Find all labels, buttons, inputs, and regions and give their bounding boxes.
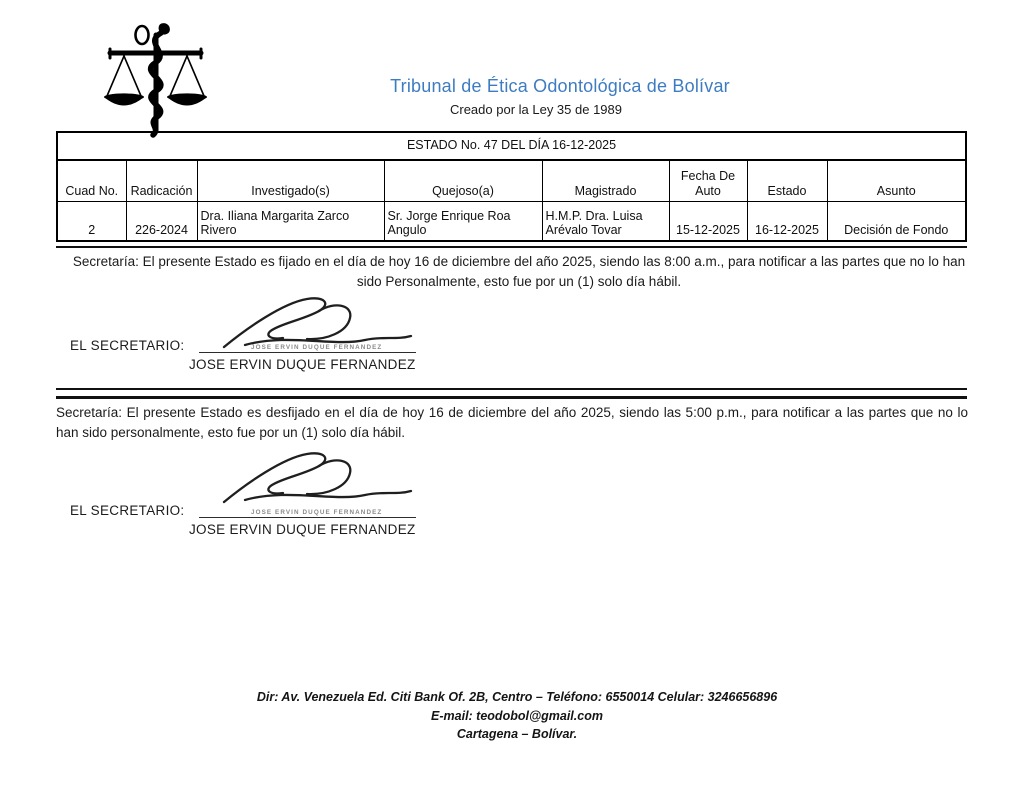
cell-cuad-no: 2 — [57, 202, 126, 242]
col-header-estado: Estado — [747, 160, 827, 202]
cell-magistrado: H.M.P. Dra. Luisa Arévalo Tovar — [542, 202, 669, 242]
secretary-label: EL SECRETARIO: — [70, 503, 185, 518]
signature-scribble — [216, 450, 418, 507]
cell-asunto: Decisión de Fondo — [827, 202, 966, 242]
footer-email-line: E-mail: teodobol@gmail.com — [431, 708, 603, 723]
fijado-notice: Secretaría: El presente Estado es fijado en el día de hoy 16 de diciembre del año 2025, siendo las 8:00 a.m., para notificar a las partes que no lo han sido Personalmente, esto fue por un (1) solo día hábil. — [72, 254, 966, 289]
divider-double-bottom — [56, 396, 967, 399]
page-subtitle: Creado por la Ley 35 de 1989 — [449, 102, 622, 117]
estado-table — [56, 131, 967, 242]
signature-small-print: JOSE ERVIN DUQUE FERNANDEZ — [251, 509, 383, 516]
footer-city-line: Cartagena – Bolívar. — [456, 727, 578, 742]
desfijado-notice: Secretaría: El presente Estado es desfijado en el día de hoy 16 de diciembre del año 2025, siendo las 5:00 p.m., para notificar a las partes que no lo han sido personalmente, esto fue por un (1) solo día hábil. — [56, 405, 968, 440]
col-header-asunto: Asunto — [827, 160, 966, 202]
divider-double-top — [56, 388, 967, 390]
secretary-label: EL SECRETARIO: — [70, 338, 185, 353]
signature-small-print: JOSE ERVIN DUQUE FERNANDEZ — [251, 344, 383, 351]
footer — [0, 688, 1024, 744]
table-row — [57, 202, 966, 242]
col-header-cuad-no: Cuad No. — [57, 160, 126, 202]
col-header-magistrado: Magistrado — [542, 160, 669, 202]
cell-radicacion: 226-2024 — [126, 202, 197, 242]
signature-line — [199, 352, 416, 353]
col-header-fecha-de-auto: Fecha De Auto — [669, 160, 747, 202]
page-title: Tribunal de Ética Odontológica de Bolívar — [390, 76, 730, 96]
col-header-radicacion: Radicación — [126, 160, 197, 202]
divider-single — [56, 246, 967, 248]
table-title: ESTADO No. 47 DEL DÍA 16-12-2025 — [57, 132, 966, 160]
cell-investigado: Dra. Iliana Margarita Zarco Rivero — [197, 202, 384, 242]
col-header-quejoso: Quejoso(a) — [384, 160, 542, 202]
cell-estado: 16-12-2025 — [747, 202, 827, 242]
secretary-name: JOSE ERVIN DUQUE FERNANDEZ — [189, 357, 416, 372]
table-header-row — [57, 160, 966, 202]
cell-fecha-de-auto: 15-12-2025 — [669, 202, 747, 242]
secretary-name: JOSE ERVIN DUQUE FERNANDEZ — [189, 522, 416, 537]
cell-quejoso: Sr. Jorge Enrique Roa Angulo — [384, 202, 542, 242]
col-header-investigado: Investigado(s) — [197, 160, 384, 202]
footer-address-line: Dir: Av. Venezuela Ed. Citi Bank Of. 2B, Centro – Teléfono: 6550014 Celular: 3246656896 — [256, 690, 778, 704]
signature-line — [199, 517, 416, 518]
